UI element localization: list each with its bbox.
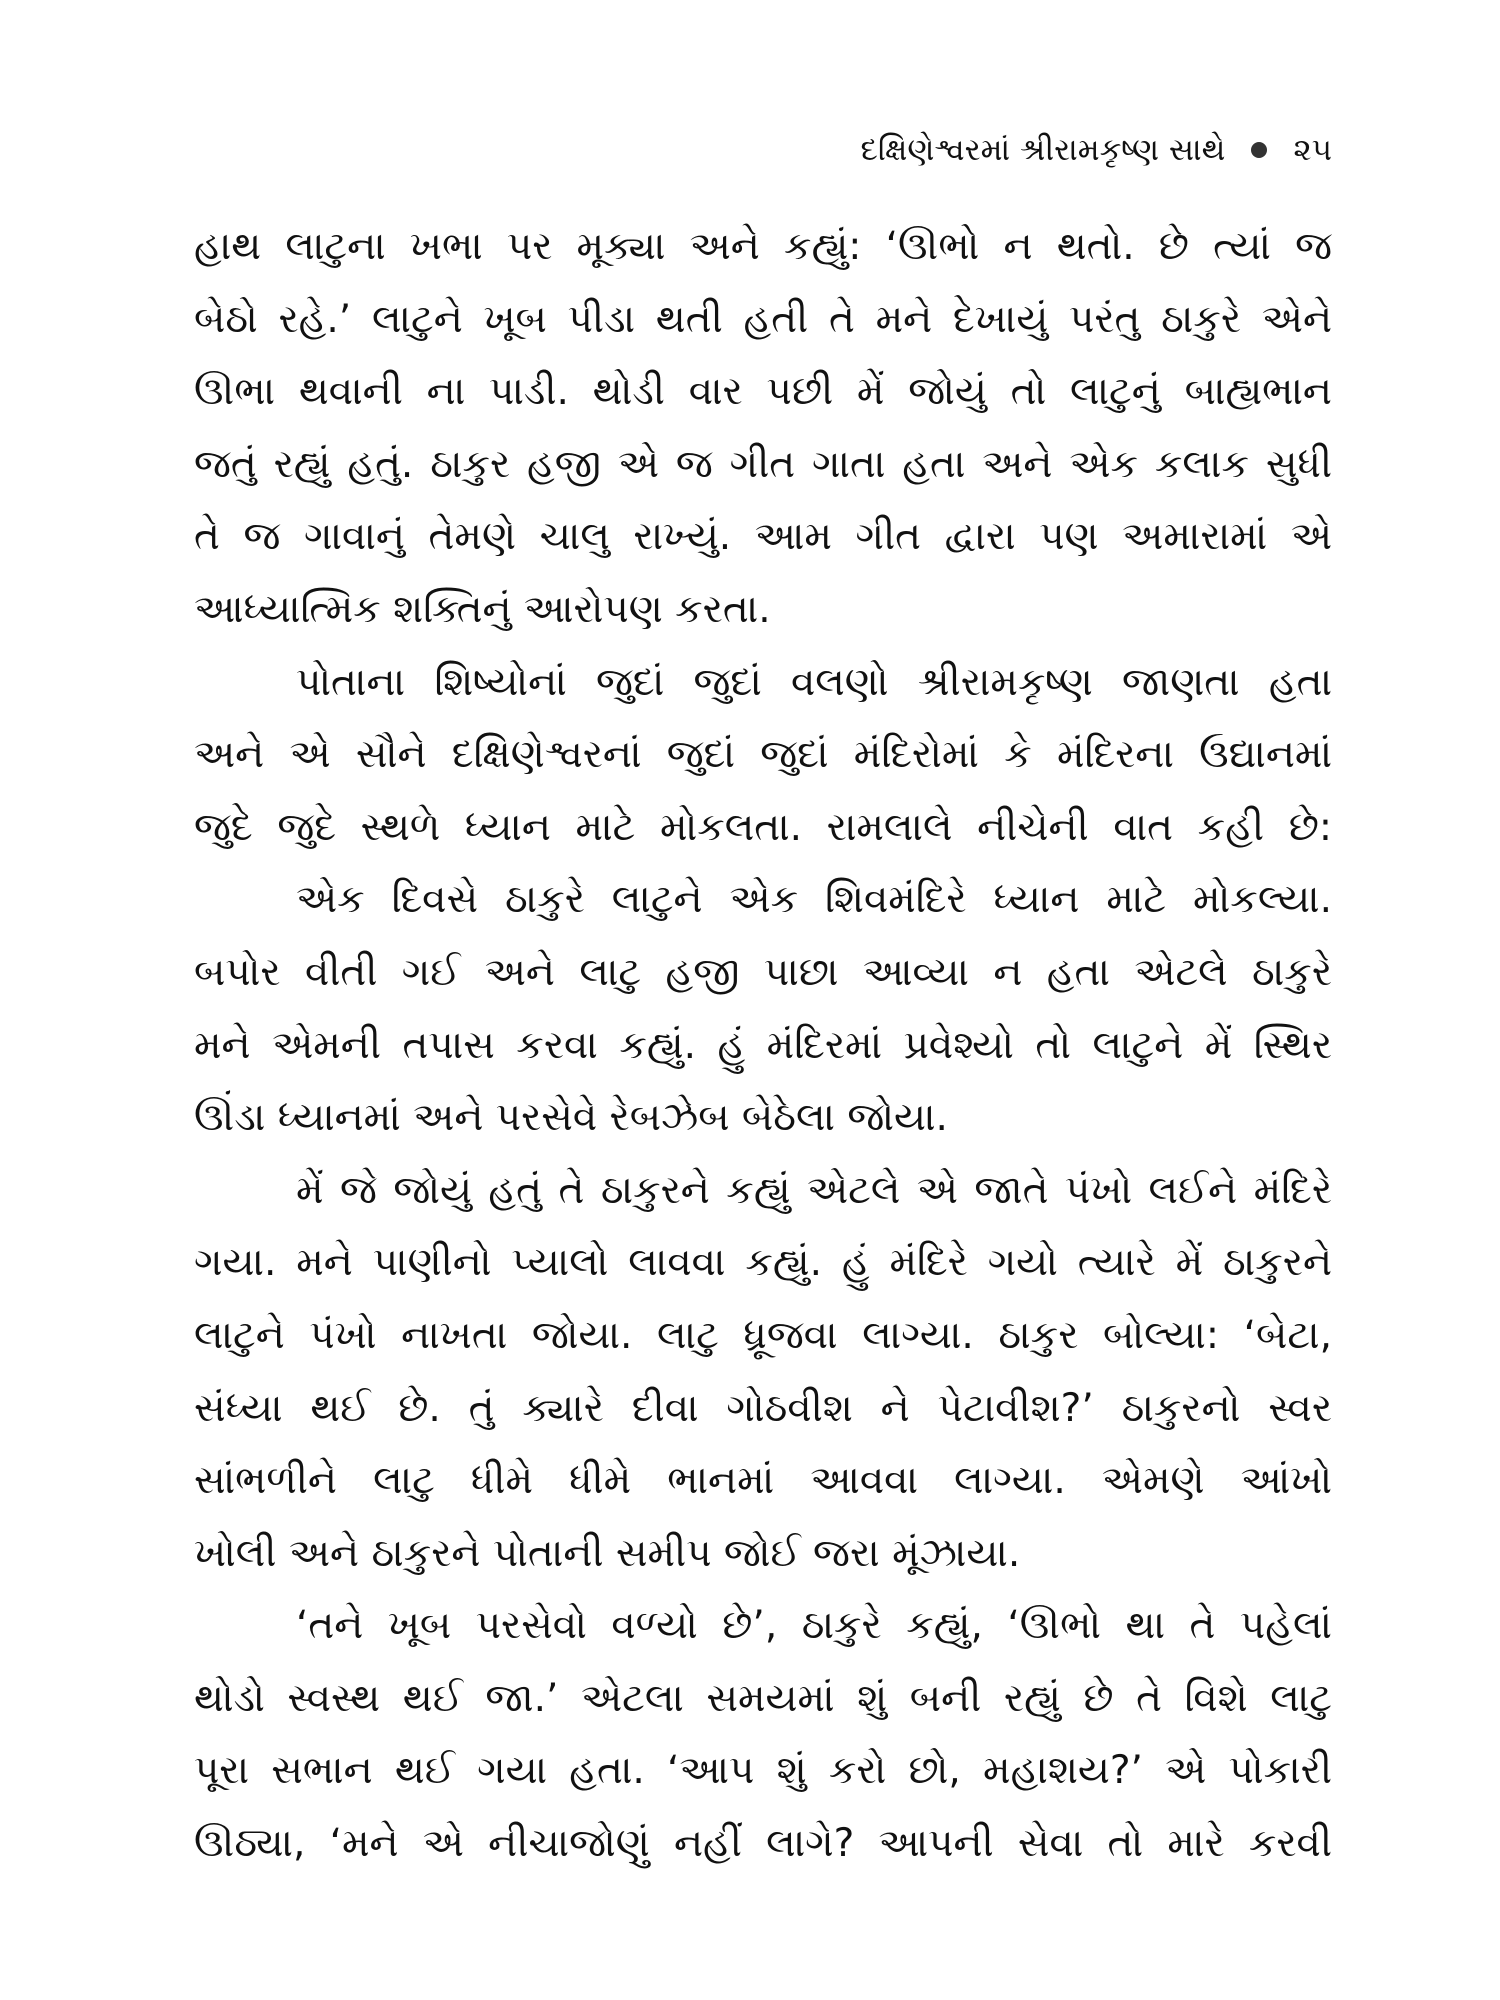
text-line: પૂરા સભાન થઈ ગયા હતા. ‘આપ શું કરો છો, મહાશય?’ એ પોકારી — [194, 1748, 1332, 1794]
text-line: આધ્યાત્મિક શક્તિનું આરોપણ કરતા. — [194, 586, 771, 632]
text-line: મને એમની તપાસ કરવા કહ્યું. હું મંદિરમાં પ્રવેશ્યો તો લાટુને મેં સ્થિર — [194, 1022, 1332, 1068]
page-body-text — [194, 211, 1332, 1881]
text-line: લાટુને પંખો નાખતા જોયા. લાટુ ધ્રૂજવા લાગ્યા. ઠાકુર બોલ્યા: ‘બેટા, — [194, 1312, 1332, 1358]
text-line: થોડો સ્વસ્થ થઈ જા.’ એટલા સમયમાં શું બની રહ્યું છે તે વિશે લાટુ — [194, 1675, 1332, 1721]
text-line: સંધ્યા થઈ છે. તું ક્યારે દીવા ગોઠવીશ ને પેટાવીશ?’ ઠાકુરનો સ્વર — [194, 1385, 1332, 1431]
text-line: બપોર વીતી ગઈ અને લાટુ હજી પાછા આવ્યા ન હતા એટલે ઠાકુરે — [194, 949, 1332, 995]
bullet-separator-icon — [1251, 142, 1267, 158]
text-line: બેઠો રહે.’ લાટુને ખૂબ પીડા થતી હતી તે મને દેખાયું પરંતુ ઠાકુરે એને — [194, 296, 1332, 342]
paragraph-start-line: મેં જે જોયું હતું તે ઠાકુરને કહ્યું એટલે એ જાતે પંખો લઈને મંદિરે — [296, 1167, 1332, 1213]
page-number: ૨૫ — [1293, 132, 1332, 168]
paragraph-start-line: એક દિવસે ઠાકુરે લાટુને એક શિવમંદિરે ધ્યાન માટે મોકલ્યા. — [296, 877, 1332, 923]
paragraph-start-line: ‘તને ખૂબ પરસેવો વળ્યો છે’, ઠાકુરે કહ્યું, ‘ઊભો થા તે પહેલાં — [296, 1603, 1332, 1649]
running-title: દક્ષિણેશ્વરમાં શ્રીરામકૃષ્ણ સાથે — [860, 132, 1226, 168]
paragraph-start-line: પોતાના શિષ્યોનાં જુદાં જુદાં વલણો શ્રીરામકૃષ્ણ જાણતા હતા — [296, 659, 1332, 705]
text-line: જુદે જુદે સ્થળે ધ્યાન માટે મોકલતા. રામલાલે નીચેની વાત કહી છે: — [194, 804, 1332, 850]
text-line: ઊભા થવાની ના પાડી. થોડી વાર પછી મેં જોયું તો લાટુનું બાહ્યભાન — [194, 369, 1332, 415]
text-line: ગયા. મને પાણીનો પ્યાલો લાવવા કહ્યું. હું મંદિરે ગયો ત્યારે મેં ઠાકુરને — [194, 1240, 1332, 1286]
text-line: ઊંડા ધ્યાનમાં અને પરસેવે રેબઝેબ બેઠેલા જોયા. — [194, 1095, 948, 1141]
running-header — [861, 126, 1332, 174]
text-line: જતું રહ્યું હતું. ઠાકુર હજી એ જ ગીત ગાતા હતા અને એક કલાક સુધી — [194, 441, 1332, 487]
text-line: તે જ ગાવાનું તેમણે ચાલુ રાખ્યું. આમ ગીત દ્વારા પણ અમારામાં એ — [194, 514, 1332, 560]
text-line: ખોલી અને ઠાકુરને પોતાની સમીપ જોઈ જરા મૂંઝાયા. — [194, 1530, 1021, 1576]
text-line: હાથ લાટુના ખભા પર મૂક્યા અને કહ્યું: ‘ઊભો ન થતો. છે ત્યાં જ — [194, 224, 1332, 269]
text-line: ઊઠ્યા, ‘મને એ નીચાજોણું નહીં લાગે? આપની સેવા તો મારે કરવી — [194, 1821, 1332, 1867]
text-line: અને એ સૌને દક્ષિણેશ્વરનાં જુદાં જુદાં મંદિરોમાં કે મંદિરના ઉદ્યાનમાં — [194, 732, 1332, 778]
text-line: સાંભળીને લાટુ ધીમે ધીમે ભાનમાં આવવા લાગ્યા. એમણે આંખો — [194, 1458, 1332, 1504]
